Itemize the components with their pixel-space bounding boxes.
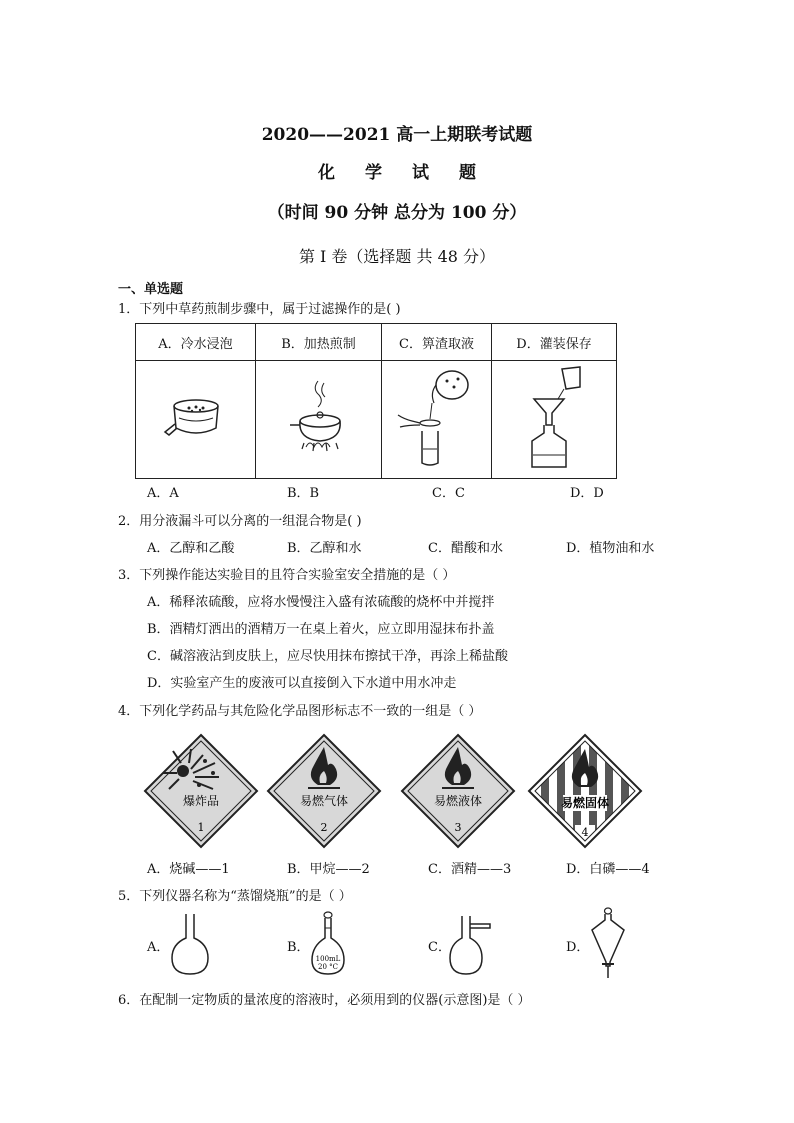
hazard-sign-flammable-solid <box>527 733 643 849</box>
flask-volume-label: 100mL <box>315 955 341 963</box>
separatory-funnel-icon <box>588 906 628 982</box>
q3-option-d[interactable]: D．实验室产生的废液可以直接倒入下水道中用水冲走 <box>147 676 457 691</box>
q1-col-b: B．加热煎制 <box>256 324 382 361</box>
hazard-sign-flammable-liquid <box>400 733 516 849</box>
q1-option-c[interactable]: C．C <box>432 486 465 501</box>
q1-img-c <box>382 361 492 479</box>
sign-3-number: 3 <box>454 821 462 834</box>
q2-option-c[interactable]: C．醋酸和水 <box>428 541 503 556</box>
q1-col-c: C．箅渣取液 <box>382 324 492 361</box>
q1-col-a: A．冷水浸泡 <box>136 324 256 361</box>
round-flask-icon <box>170 912 210 978</box>
volumetric-flask-icon <box>308 910 348 978</box>
q1-img-b <box>256 361 382 479</box>
q2-option-b[interactable]: B．乙醇和水 <box>287 541 362 556</box>
flask-temp-label: 20 °C <box>318 963 338 971</box>
q2-option-a[interactable]: A．乙醇和乙酸 <box>147 541 235 556</box>
question-6-stem: 6．在配制一定物质的量浓度的溶液时，必须用到的仪器(示意图)是（ ） <box>118 993 531 1008</box>
q1-img-d <box>492 361 617 479</box>
sign-1-number: 1 <box>197 821 205 834</box>
q4-option-c[interactable]: C．酒精——3 <box>428 862 512 877</box>
distillation-flask-icon <box>448 914 494 978</box>
soaking-pot-icon <box>161 388 231 448</box>
question-1-stem: 1．下列中草药煎制步骤中，属于过滤操作的是( ) <box>118 302 401 317</box>
question-5-stem: 5．下列仪器名称为“蒸馏烧瓶”的是（ ） <box>118 889 352 904</box>
q3-option-a[interactable]: A．稀释浓硫酸，应将水慢慢注入盛有浓硫酸的烧杯中并搅拌 <box>147 595 495 610</box>
part-title: 第 I 卷（选择题 共 48 分） <box>298 247 496 266</box>
hazard-sign-explosive <box>143 733 259 849</box>
sign-4-number: 4 <box>581 826 589 839</box>
question-3-stem: 3．下列操作能达实验目的且符合实验室安全措施的是（ ） <box>118 568 456 583</box>
q1-option-d[interactable]: D．D <box>570 486 604 501</box>
q1-option-b[interactable]: B．B <box>287 486 320 501</box>
question-4-stem: 4．下列化学药品与其危险化学品图形标志不一致的一组是（ ） <box>118 704 482 719</box>
sign-2-number: 2 <box>320 821 328 834</box>
q2-option-d[interactable]: D．植物油和水 <box>566 541 655 556</box>
subject-title: 化学试题 <box>318 163 506 183</box>
q1-img-a <box>136 361 256 479</box>
q1-option-a[interactable]: A．A <box>147 486 179 501</box>
q4-option-a[interactable]: A．烧碱——1 <box>147 862 230 877</box>
q5-option-b[interactable]: B． <box>287 940 310 955</box>
q3-option-b[interactable]: B．酒精灯洒出的酒精万一在桌上着火，应立即用湿抹布扑盖 <box>147 622 495 637</box>
q5-option-a[interactable]: A． <box>147 940 170 955</box>
question-1-table <box>135 323 617 479</box>
sign-4-label: 易燃固体 <box>560 796 610 810</box>
q5-option-d[interactable]: D． <box>566 940 590 955</box>
exam-info: （时间 90 分钟 总分为 100 分） <box>267 203 527 223</box>
q3-option-c[interactable]: C．碱溶液沾到皮肤上，应尽快用抹布擦拭干净，再涂上稀盐酸 <box>147 649 508 664</box>
q4-option-d[interactable]: D．白磷——4 <box>566 862 650 877</box>
q1-col-d: D．灌装保存 <box>492 324 617 361</box>
question-2-stem: 2．用分液漏斗可以分离的一组混合物是( ) <box>118 514 362 529</box>
bottling-icon <box>514 363 594 473</box>
sign-2-label: 易燃气体 <box>299 794 349 808</box>
sign-1-label: 爆炸品 <box>182 794 220 808</box>
section-heading: 一、单选题 <box>118 282 184 297</box>
filtering-icon <box>392 363 482 473</box>
q5-option-c[interactable]: C． <box>428 940 451 955</box>
q4-option-b[interactable]: B．甲烷——2 <box>287 862 370 877</box>
sign-3-label: 易燃液体 <box>433 794 483 808</box>
exam-title: 2020——2021 高一上期联考试题 <box>261 125 533 145</box>
heating-pot-icon <box>284 373 354 463</box>
hazard-sign-flammable-gas <box>266 733 382 849</box>
